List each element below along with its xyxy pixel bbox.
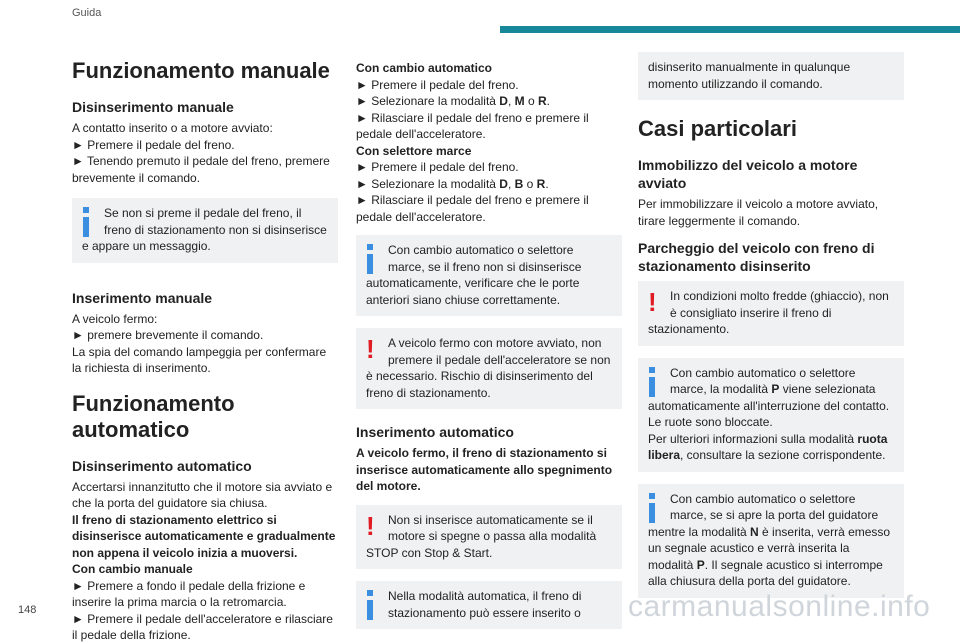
step-line: ► Rilasciare il pedale del freno e premere il pedale dell'acceleratore. [356, 193, 589, 224]
info-icon [648, 365, 666, 397]
warning-note [356, 328, 622, 409]
heading-immobilizzo: Immobilizzo del veicolo a motore avviato [638, 157, 858, 191]
heading-funzionamento-automatico: Funzionamento automatico [72, 390, 235, 442]
note-text: Con cambio automatico o selettore marce, se il freno non si disinserisce automaticamente, verificare che le porte anteriori siano chiuse correttamente. [366, 243, 582, 307]
info-note [638, 358, 904, 472]
text-line: A veicolo fermo: [72, 311, 158, 326]
subheading-cambio-automatico: Con cambio automatico [356, 61, 493, 75]
heading-inserimento-automatico: Inserimento automatico [356, 424, 514, 440]
warning-note [356, 505, 622, 570]
page-number: 148 [18, 604, 37, 616]
subheading-selettore-marce: Con selettore marce [356, 143, 472, 158]
note-text: Non si inserisce automaticamente se il motore si spegne o passa alla modalità STOP con Stop & Start. [366, 512, 597, 560]
step-line: ► Premere a fondo il pedale della frizione e inserire la prima marcia o la retromarcia. [72, 578, 306, 609]
info-note-continued [638, 52, 904, 100]
warning-icon: ! [366, 510, 375, 541]
step-line: ► Premere il pedale dell'acceleratore e rilasciare il pedale della frizione. [72, 611, 333, 642]
note-text: Con cambio automatico o selettore marce, se si apre la porta del guidatore mentre la modalità N è inserita, verrà emesso un segnale acustico e verrà inserita la modalità P. Il segnale acustico si interrompe alla chiusura della porta del guidatore. [648, 491, 891, 588]
column-2 [356, 60, 622, 641]
info-icon [366, 242, 384, 274]
note-text: In condizioni molto fredde (ghiaccio), non è consigliato inserire il freno di stazionamento. [648, 289, 889, 336]
bold-statement: A veicolo fermo, il freno di stazionamento si inserisce automaticamente allo spegnimento del motore. [356, 446, 613, 493]
heading-disinserimento-manuale: Disinserimento manuale [72, 99, 234, 115]
step-line: ► Rilasciare il pedale del freno e premere il pedale dell'acceleratore. [356, 110, 589, 141]
text-line: A contatto inserito o a motore avviato: [72, 121, 273, 135]
note-text: Nella modalità automatica, il freno di stazionamento può essere inserito o [388, 589, 582, 620]
step-line: ► Selezionare la modalità D, B o R. [356, 176, 549, 191]
warning-icon: ! [648, 287, 657, 317]
header-section-label: Guida [72, 7, 102, 19]
info-note [356, 581, 622, 629]
step-line: ► Tenendo premuto il pedale del freno, premere brevemente il comando. [72, 154, 330, 185]
step-line: ► Premere il pedale del freno. [72, 137, 235, 152]
info-icon [82, 205, 100, 237]
info-icon [648, 491, 666, 523]
step-line: ► Premere il pedale del freno. [356, 160, 519, 174]
heading-funzionamento-manuale: Funzionamento manuale [72, 58, 330, 83]
text-line: La spia del comando lampeggia per confermare la richiesta di inserimento. [72, 344, 327, 375]
info-note [638, 484, 904, 598]
heading-casi-particolari: Casi particolari [638, 116, 797, 141]
column-3 [638, 52, 904, 610]
watermark: carmanualsonline.info [628, 590, 931, 623]
info-icon [366, 588, 384, 620]
step-line: ► Premere il pedale del freno. [356, 77, 519, 92]
heading-disinserimento-automatico: Disinserimento automatico [72, 457, 252, 474]
note-text: Se non si preme il pedale del freno, il freno di stazionamento non si disinserisce e appare un messaggio. [82, 206, 327, 253]
step-line: ► premere brevemente il comando. [72, 328, 264, 342]
warning-icon: ! [366, 334, 375, 364]
subheading-cambio-manuale: Con cambio manuale [72, 562, 193, 576]
info-note [356, 235, 622, 316]
column-1 [72, 52, 338, 644]
info-note [72, 198, 338, 263]
text-line: Accertarsi innanzitutto che il motore sia avviato e che la porta del guidatore sia chiusa. [72, 479, 333, 510]
bold-statement: Il freno di stazionamento elettrico si disinserisce automaticamente e gradualmente non appena il veicolo inizia a muoversi. [72, 512, 336, 560]
header-accent-rule [500, 26, 960, 33]
note-text: Con cambio automatico o selettore marce, la modalità P viene selezionata automaticamente all'interruzione del contatto. Le ruote sono bloccate. Per ulteriori informazioni sulla modalità ruota libera, consultare la sezione corrispondente. [648, 365, 890, 462]
warning-note [638, 281, 904, 346]
text-line: Per immobilizzare il veicolo a motore avviato, tirare leggermente il comando. [638, 197, 879, 228]
note-text: A veicolo fermo con motore avviato, non premere il pedale dell'acceleratore se non è necessario. Rischio di disinserimento del freno di stazionamento. [366, 336, 611, 400]
step-line: ► Selezionare la modalità D, M o R. [356, 94, 550, 108]
heading-inserimento-manuale: Inserimento manuale [72, 289, 213, 306]
heading-parcheggio: Parcheggio del veicolo con freno di stazionamento disinserito [638, 240, 875, 274]
note-text: disinserito manualmente in qualunque momento utilizzando il comando. [648, 60, 851, 91]
